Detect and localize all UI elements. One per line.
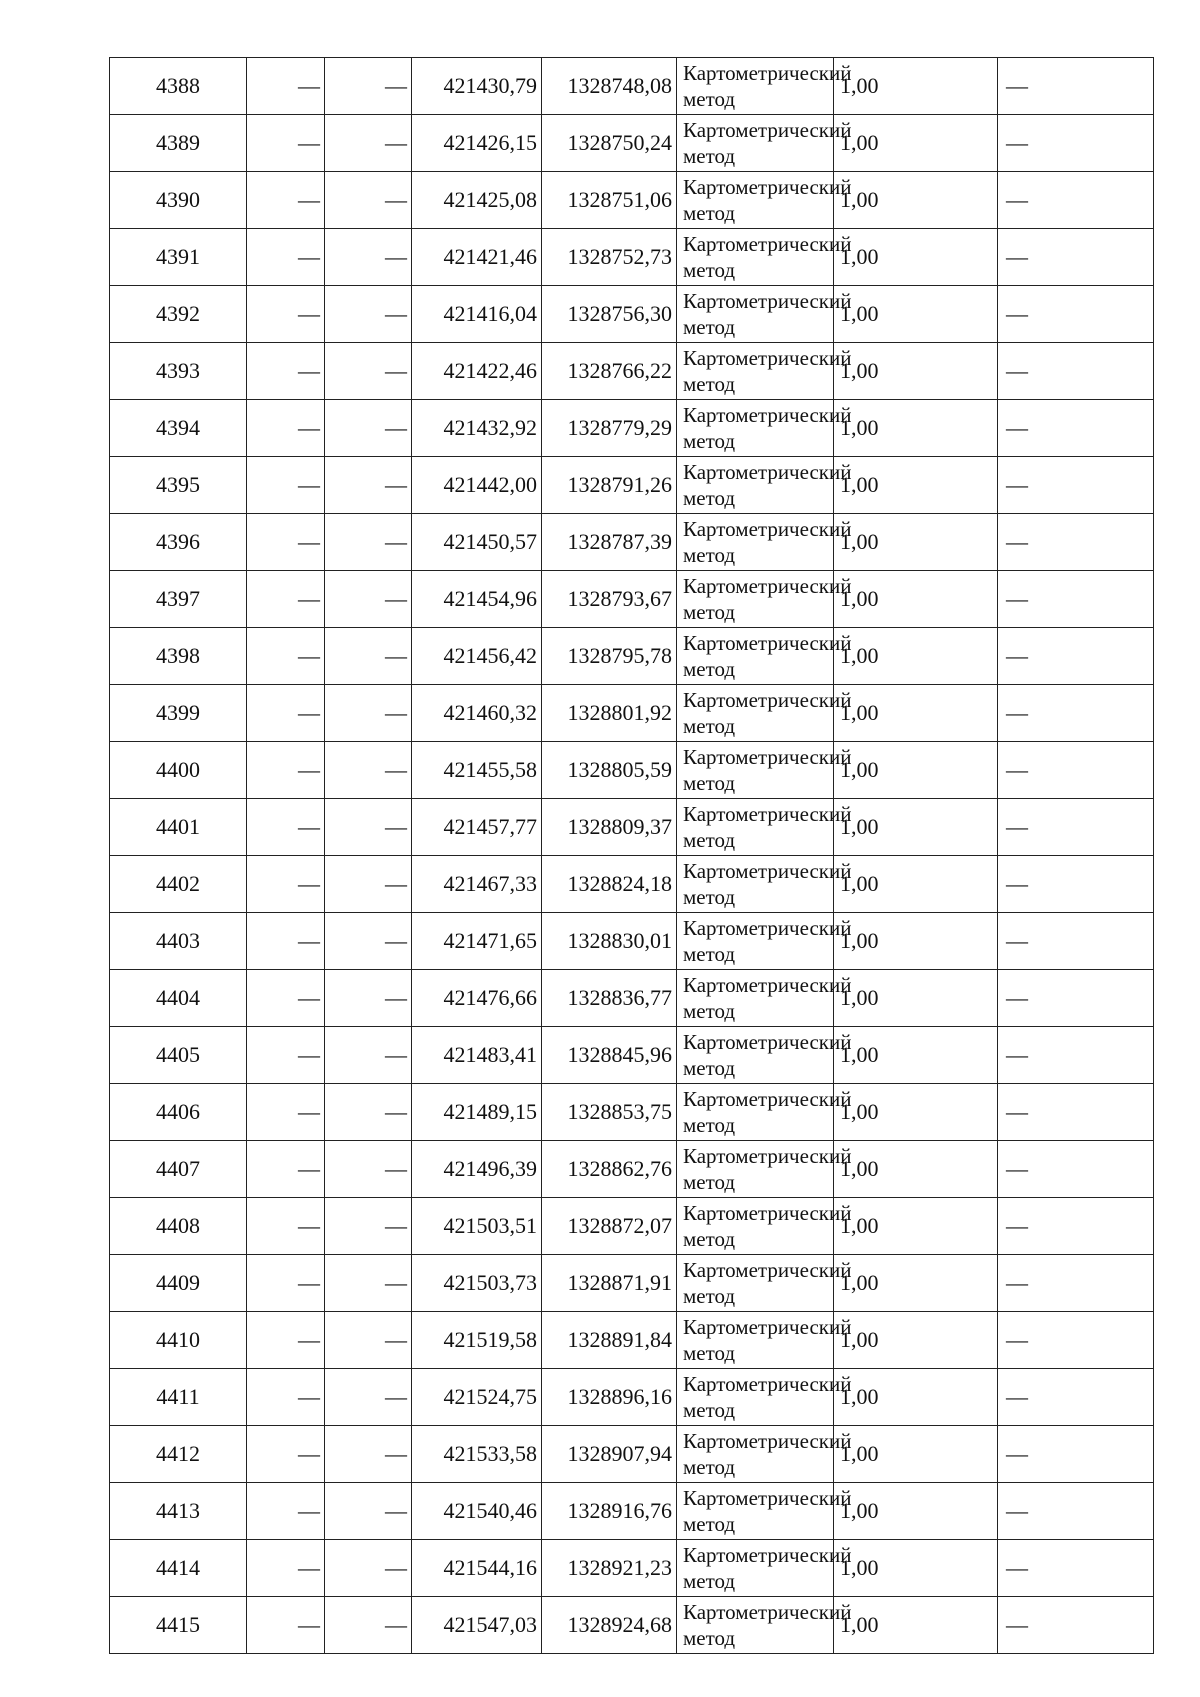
y-coordinate-cell: 1328766,22 (542, 343, 677, 400)
method-cell: Картометрический метод (677, 58, 834, 115)
x-coordinate-cell: 421432,92 (412, 400, 542, 457)
x-coordinate-cell: 421460,32 (412, 685, 542, 742)
accuracy-cell: 1,00 (834, 1312, 998, 1369)
accuracy-cell: 1,00 (834, 1426, 998, 1483)
point-number-cell: 4415 (110, 1597, 247, 1654)
empty-value-cell: — (247, 1198, 325, 1255)
y-coordinate-cell: 1328871,91 (542, 1255, 677, 1312)
x-coordinate-cell: 421456,42 (412, 628, 542, 685)
point-number-cell: 4391 (110, 229, 247, 286)
accuracy-cell: 1,00 (834, 970, 998, 1027)
accuracy-cell: 1,00 (834, 286, 998, 343)
point-number-cell: 4403 (110, 913, 247, 970)
x-coordinate-cell: 421426,15 (412, 115, 542, 172)
method-cell: Картометрический метод (677, 514, 834, 571)
empty-value-cell: — (247, 172, 325, 229)
method-cell: Картометрический метод (677, 1027, 834, 1084)
x-coordinate-cell: 421496,39 (412, 1141, 542, 1198)
empty-value-cell: — (998, 1426, 1154, 1483)
accuracy-cell: 1,00 (834, 1369, 998, 1426)
empty-value-cell: — (998, 799, 1154, 856)
empty-value-cell: — (247, 628, 325, 685)
y-coordinate-cell: 1328779,29 (542, 400, 677, 457)
empty-value-cell: — (247, 1255, 325, 1312)
method-cell: Картометрический метод (677, 628, 834, 685)
point-number-cell: 4405 (110, 1027, 247, 1084)
empty-value-cell: — (247, 799, 325, 856)
empty-value-cell: — (998, 571, 1154, 628)
point-number-cell: 4402 (110, 856, 247, 913)
empty-value-cell: — (998, 1141, 1154, 1198)
method-cell: Картометрический метод (677, 1540, 834, 1597)
point-number-cell: 4413 (110, 1483, 247, 1540)
empty-value-cell: — (998, 970, 1154, 1027)
method-cell: Картометрический метод (677, 571, 834, 628)
empty-value-cell: — (247, 1426, 325, 1483)
method-cell: Картометрический метод (677, 1084, 834, 1141)
table-row (110, 457, 1154, 514)
empty-value-cell: — (998, 1027, 1154, 1084)
empty-value-cell: — (998, 1597, 1154, 1654)
table-row (110, 742, 1154, 799)
table-row (110, 229, 1154, 286)
point-number-cell: 4407 (110, 1141, 247, 1198)
empty-value-cell: — (998, 286, 1154, 343)
accuracy-cell: 1,00 (834, 799, 998, 856)
method-cell: Картометрический метод (677, 286, 834, 343)
empty-value-cell: — (247, 571, 325, 628)
y-coordinate-cell: 1328907,94 (542, 1426, 677, 1483)
empty-value-cell: — (998, 628, 1154, 685)
x-coordinate-cell: 421471,65 (412, 913, 542, 970)
empty-value-cell: — (247, 1540, 325, 1597)
accuracy-cell: 1,00 (834, 229, 998, 286)
y-coordinate-cell: 1328750,24 (542, 115, 677, 172)
empty-value-cell: — (247, 286, 325, 343)
point-number-cell: 4412 (110, 1426, 247, 1483)
y-coordinate-cell: 1328924,68 (542, 1597, 677, 1654)
coordinates-table (109, 57, 1154, 1654)
point-number-cell: 4395 (110, 457, 247, 514)
empty-value-cell: — (325, 1027, 412, 1084)
table-row (110, 1540, 1154, 1597)
table-row (110, 1255, 1154, 1312)
y-coordinate-cell: 1328853,75 (542, 1084, 677, 1141)
x-coordinate-cell: 421467,33 (412, 856, 542, 913)
y-coordinate-cell: 1328805,59 (542, 742, 677, 799)
empty-value-cell: — (247, 115, 325, 172)
method-cell: Картометрический метод (677, 1483, 834, 1540)
point-number-cell: 4404 (110, 970, 247, 1027)
point-number-cell: 4390 (110, 172, 247, 229)
table-row (110, 1597, 1154, 1654)
method-cell: Картометрический метод (677, 229, 834, 286)
accuracy-cell: 1,00 (834, 1483, 998, 1540)
empty-value-cell: — (247, 229, 325, 286)
y-coordinate-cell: 1328809,37 (542, 799, 677, 856)
x-coordinate-cell: 421519,58 (412, 1312, 542, 1369)
point-number-cell: 4411 (110, 1369, 247, 1426)
empty-value-cell: — (247, 1141, 325, 1198)
method-cell: Картометрический метод (677, 799, 834, 856)
accuracy-cell: 1,00 (834, 514, 998, 571)
y-coordinate-cell: 1328830,01 (542, 913, 677, 970)
point-number-cell: 4396 (110, 514, 247, 571)
x-coordinate-cell: 421425,08 (412, 172, 542, 229)
accuracy-cell: 1,00 (834, 343, 998, 400)
table-row (110, 1084, 1154, 1141)
table-row (110, 1483, 1154, 1540)
method-cell: Картометрический метод (677, 1198, 834, 1255)
empty-value-cell: — (247, 514, 325, 571)
empty-value-cell: — (998, 1369, 1154, 1426)
method-cell: Картометрический метод (677, 913, 834, 970)
table-row (110, 970, 1154, 1027)
y-coordinate-cell: 1328801,92 (542, 685, 677, 742)
y-coordinate-cell: 1328891,84 (542, 1312, 677, 1369)
empty-value-cell: — (998, 742, 1154, 799)
empty-value-cell: — (325, 1198, 412, 1255)
empty-value-cell: — (998, 685, 1154, 742)
empty-value-cell: — (247, 343, 325, 400)
x-coordinate-cell: 421483,41 (412, 1027, 542, 1084)
empty-value-cell: — (325, 742, 412, 799)
empty-value-cell: — (247, 1312, 325, 1369)
empty-value-cell: — (325, 1084, 412, 1141)
empty-value-cell: — (325, 913, 412, 970)
y-coordinate-cell: 1328751,06 (542, 172, 677, 229)
y-coordinate-cell: 1328921,23 (542, 1540, 677, 1597)
table-row (110, 685, 1154, 742)
empty-value-cell: — (247, 1027, 325, 1084)
y-coordinate-cell: 1328916,76 (542, 1483, 677, 1540)
point-number-cell: 4400 (110, 742, 247, 799)
accuracy-cell: 1,00 (834, 1540, 998, 1597)
empty-value-cell: — (325, 1312, 412, 1369)
method-cell: Картометрический метод (677, 172, 834, 229)
accuracy-cell: 1,00 (834, 115, 998, 172)
empty-value-cell: — (998, 1198, 1154, 1255)
y-coordinate-cell: 1328748,08 (542, 58, 677, 115)
point-number-cell: 4394 (110, 400, 247, 457)
accuracy-cell: 1,00 (834, 1198, 998, 1255)
accuracy-cell: 1,00 (834, 685, 998, 742)
empty-value-cell: — (325, 1141, 412, 1198)
accuracy-cell: 1,00 (834, 400, 998, 457)
accuracy-cell: 1,00 (834, 742, 998, 799)
point-number-cell: 4388 (110, 58, 247, 115)
empty-value-cell: — (325, 1426, 412, 1483)
empty-value-cell: — (998, 115, 1154, 172)
empty-value-cell: — (998, 172, 1154, 229)
table-body (110, 58, 1154, 1654)
x-coordinate-cell: 421524,75 (412, 1369, 542, 1426)
table-row (110, 514, 1154, 571)
empty-value-cell: — (325, 457, 412, 514)
empty-value-cell: — (325, 172, 412, 229)
empty-value-cell: — (998, 400, 1154, 457)
accuracy-cell: 1,00 (834, 457, 998, 514)
empty-value-cell: — (247, 685, 325, 742)
empty-value-cell: — (325, 1255, 412, 1312)
y-coordinate-cell: 1328824,18 (542, 856, 677, 913)
table-row (110, 1312, 1154, 1369)
empty-value-cell: — (325, 1540, 412, 1597)
empty-value-cell: — (247, 856, 325, 913)
table-row (110, 1141, 1154, 1198)
accuracy-cell: 1,00 (834, 913, 998, 970)
accuracy-cell: 1,00 (834, 628, 998, 685)
x-coordinate-cell: 421476,66 (412, 970, 542, 1027)
y-coordinate-cell: 1328752,73 (542, 229, 677, 286)
method-cell: Картометрический метод (677, 1369, 834, 1426)
x-coordinate-cell: 421547,03 (412, 1597, 542, 1654)
table-row (110, 115, 1154, 172)
x-coordinate-cell: 421533,58 (412, 1426, 542, 1483)
point-number-cell: 4401 (110, 799, 247, 856)
point-number-cell: 4409 (110, 1255, 247, 1312)
y-coordinate-cell: 1328793,67 (542, 571, 677, 628)
empty-value-cell: — (998, 1540, 1154, 1597)
empty-value-cell: — (998, 1255, 1154, 1312)
empty-value-cell: — (325, 685, 412, 742)
method-cell: Картометрический метод (677, 970, 834, 1027)
table-row (110, 856, 1154, 913)
empty-value-cell: — (325, 514, 412, 571)
y-coordinate-cell: 1328791,26 (542, 457, 677, 514)
table-row (110, 343, 1154, 400)
table-row (110, 1027, 1154, 1084)
accuracy-cell: 1,00 (834, 1027, 998, 1084)
x-coordinate-cell: 421489,15 (412, 1084, 542, 1141)
empty-value-cell: — (325, 400, 412, 457)
accuracy-cell: 1,00 (834, 58, 998, 115)
empty-value-cell: — (998, 1312, 1154, 1369)
point-number-cell: 4392 (110, 286, 247, 343)
empty-value-cell: — (325, 1483, 412, 1540)
empty-value-cell: — (998, 457, 1154, 514)
method-cell: Картометрический метод (677, 115, 834, 172)
empty-value-cell: — (998, 514, 1154, 571)
method-cell: Картометрический метод (677, 1141, 834, 1198)
empty-value-cell: — (325, 115, 412, 172)
table-row (110, 1426, 1154, 1483)
empty-value-cell: — (247, 1597, 325, 1654)
point-number-cell: 4410 (110, 1312, 247, 1369)
table-row (110, 58, 1154, 115)
table-row (110, 628, 1154, 685)
x-coordinate-cell: 421540,46 (412, 1483, 542, 1540)
empty-value-cell: — (998, 856, 1154, 913)
table-row (110, 400, 1154, 457)
x-coordinate-cell: 421422,46 (412, 343, 542, 400)
empty-value-cell: — (247, 913, 325, 970)
x-coordinate-cell: 421503,51 (412, 1198, 542, 1255)
point-number-cell: 4406 (110, 1084, 247, 1141)
empty-value-cell: — (325, 628, 412, 685)
empty-value-cell: — (325, 1597, 412, 1654)
accuracy-cell: 1,00 (834, 172, 998, 229)
point-number-cell: 4398 (110, 628, 247, 685)
point-number-cell: 4397 (110, 571, 247, 628)
table-row (110, 571, 1154, 628)
accuracy-cell: 1,00 (834, 1141, 998, 1198)
empty-value-cell: — (998, 343, 1154, 400)
empty-value-cell: — (998, 913, 1154, 970)
empty-value-cell: — (247, 400, 325, 457)
empty-value-cell: — (325, 286, 412, 343)
x-coordinate-cell: 421457,77 (412, 799, 542, 856)
method-cell: Картометрический метод (677, 1597, 834, 1654)
table-row (110, 286, 1154, 343)
empty-value-cell: — (325, 799, 412, 856)
table-row (110, 1198, 1154, 1255)
accuracy-cell: 1,00 (834, 571, 998, 628)
empty-value-cell: — (247, 1369, 325, 1426)
x-coordinate-cell: 421455,58 (412, 742, 542, 799)
empty-value-cell: — (998, 58, 1154, 115)
empty-value-cell: — (325, 571, 412, 628)
method-cell: Картометрический метод (677, 856, 834, 913)
accuracy-cell: 1,00 (834, 1255, 998, 1312)
y-coordinate-cell: 1328756,30 (542, 286, 677, 343)
x-coordinate-cell: 421442,00 (412, 457, 542, 514)
empty-value-cell: — (325, 58, 412, 115)
x-coordinate-cell: 421416,04 (412, 286, 542, 343)
x-coordinate-cell: 421544,16 (412, 1540, 542, 1597)
method-cell: Картометрический метод (677, 742, 834, 799)
x-coordinate-cell: 421450,57 (412, 514, 542, 571)
x-coordinate-cell: 421503,73 (412, 1255, 542, 1312)
method-cell: Картометрический метод (677, 400, 834, 457)
empty-value-cell: — (998, 229, 1154, 286)
method-cell: Картометрический метод (677, 457, 834, 514)
method-cell: Картометрический метод (677, 343, 834, 400)
point-number-cell: 4399 (110, 685, 247, 742)
table-row (110, 799, 1154, 856)
table-row (110, 913, 1154, 970)
method-cell: Картометрический метод (677, 1312, 834, 1369)
y-coordinate-cell: 1328836,77 (542, 970, 677, 1027)
point-number-cell: 4408 (110, 1198, 247, 1255)
method-cell: Картометрический метод (677, 1426, 834, 1483)
method-cell: Картометрический метод (677, 1255, 834, 1312)
table-row (110, 1369, 1154, 1426)
x-coordinate-cell: 421454,96 (412, 571, 542, 628)
empty-value-cell: — (998, 1483, 1154, 1540)
empty-value-cell: — (247, 1483, 325, 1540)
empty-value-cell: — (325, 1369, 412, 1426)
empty-value-cell: — (325, 856, 412, 913)
empty-value-cell: — (325, 229, 412, 286)
point-number-cell: 4414 (110, 1540, 247, 1597)
y-coordinate-cell: 1328795,78 (542, 628, 677, 685)
y-coordinate-cell: 1328862,76 (542, 1141, 677, 1198)
empty-value-cell: — (998, 1084, 1154, 1141)
point-number-cell: 4389 (110, 115, 247, 172)
x-coordinate-cell: 421421,46 (412, 229, 542, 286)
y-coordinate-cell: 1328787,39 (542, 514, 677, 571)
table-row (110, 172, 1154, 229)
empty-value-cell: — (247, 457, 325, 514)
y-coordinate-cell: 1328872,07 (542, 1198, 677, 1255)
y-coordinate-cell: 1328845,96 (542, 1027, 677, 1084)
empty-value-cell: — (247, 742, 325, 799)
empty-value-cell: — (247, 58, 325, 115)
method-cell: Картометрический метод (677, 685, 834, 742)
accuracy-cell: 1,00 (834, 1597, 998, 1654)
empty-value-cell: — (325, 970, 412, 1027)
x-coordinate-cell: 421430,79 (412, 58, 542, 115)
y-coordinate-cell: 1328896,16 (542, 1369, 677, 1426)
accuracy-cell: 1,00 (834, 1084, 998, 1141)
empty-value-cell: — (325, 343, 412, 400)
accuracy-cell: 1,00 (834, 856, 998, 913)
point-number-cell: 4393 (110, 343, 247, 400)
empty-value-cell: — (247, 1084, 325, 1141)
empty-value-cell: — (247, 970, 325, 1027)
